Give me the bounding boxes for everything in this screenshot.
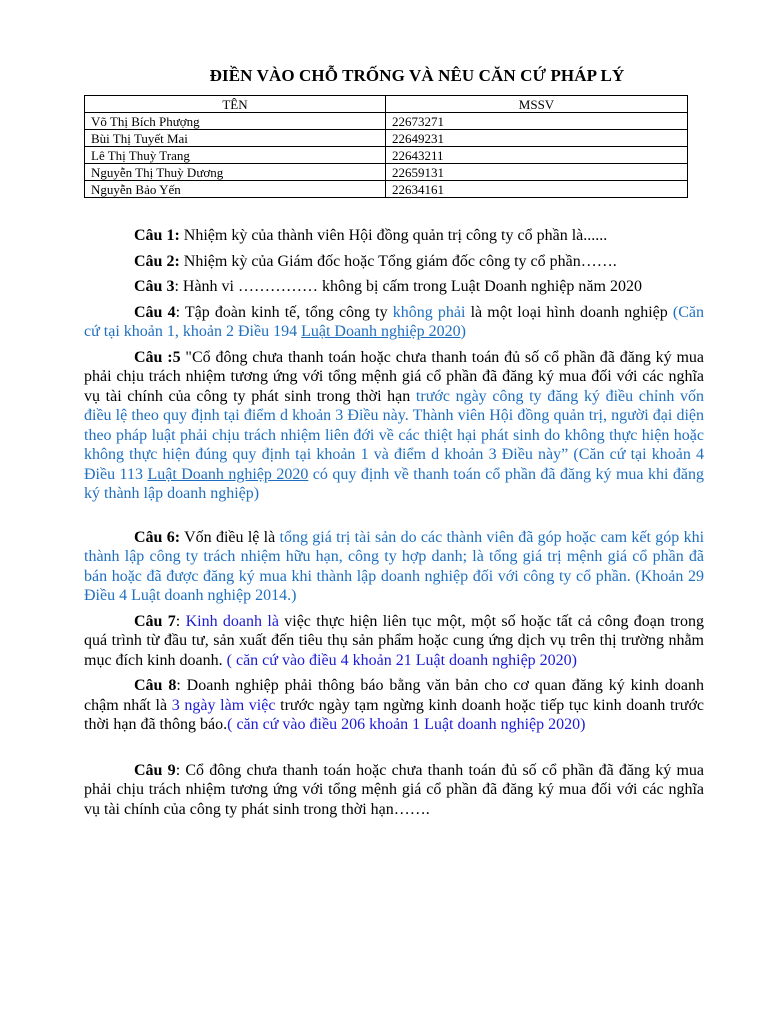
question-5 xyxy=(84,348,704,504)
question-list xyxy=(84,226,704,825)
question-7 xyxy=(84,612,704,671)
question-label: Câu 8 xyxy=(134,677,177,694)
question-label: Câu 6: xyxy=(134,528,181,546)
table-row xyxy=(85,181,688,198)
legal-reference-end: ) xyxy=(460,323,466,340)
column-header-name: TÊN xyxy=(85,96,386,113)
answer-text: Kinh doanh là xyxy=(185,612,279,630)
question-3 xyxy=(84,277,704,297)
question-text: Vốn điều lệ là xyxy=(180,528,280,546)
table-header-row xyxy=(85,96,688,113)
table-row xyxy=(85,130,688,147)
student-id: 22659131 xyxy=(386,164,688,181)
column-header-mssv: MSSV xyxy=(386,96,688,113)
legal-reference: ( căn cứ vào điều 206 khoản 1 Luật doanh nghiệp 2020) xyxy=(227,716,586,733)
question-2 xyxy=(84,252,704,272)
student-id: 22649231 xyxy=(386,130,688,147)
student-name: Lê Thị Thuỳ Trang xyxy=(85,147,386,164)
law-link[interactable]: Luật Doanh nghiệp 2020 xyxy=(147,465,309,483)
table-row xyxy=(85,164,688,181)
law-link[interactable]: Luật Doanh nghiệp 2020 xyxy=(301,323,461,340)
student-table xyxy=(84,95,688,198)
student-name: Võ Thị Bích Phượng xyxy=(85,113,386,130)
table-row xyxy=(85,147,688,164)
question-text: là một loại hình doanh nghiệp xyxy=(465,303,673,321)
student-id: 22673271 xyxy=(386,113,688,130)
student-name: Bùi Thị Tuyết Mai xyxy=(85,130,386,147)
question-text: việc thực hiện liên tục một, một số hoặc tất cả công đoạn trong quá trình từ đầu tư, sản xuất đến tiêu thụ sản phẩm hoặc cung ứng dịch vụ trên thị trường nhằm mục đích kinh doanh. xyxy=(84,612,704,669)
student-id: 22643211 xyxy=(386,147,688,164)
legal-reference: ( căn cứ vào điều 4 khoản 21 Luật doanh nghiệp 2020) xyxy=(226,651,577,669)
answer-text: trước ngày công ty đăng ký điều chỉnh vốn điều lệ theo quy định tại điểm d khoản 3 Điều này. Thành viên Hội đồng quản trị, người đại diện theo pháp luật phải chịu trách nhiệm liên đới về các thiệt hại phát sinh do không thực hiện hoặc không thực hiện đúng quy định tại khoản 1 và điểm d khoản 3 Điều này” (Căn cứ tại khoản 4 Điều 113 xyxy=(84,387,704,483)
question-4 xyxy=(84,303,704,342)
question-label: Câu 2: xyxy=(134,252,180,270)
answer-text: 3 ngày làm việc xyxy=(171,696,276,714)
question-text: : xyxy=(175,612,186,630)
table-row xyxy=(85,113,688,130)
answer-text: không phải xyxy=(392,303,466,321)
student-id: 22634161 xyxy=(386,181,688,198)
page-title: ĐIỀN VÀO CHỖ TRỐNG VÀ NÊU CĂN CỨ PHÁP LÝ xyxy=(209,66,625,85)
legal-reference-end: có quy định về thanh toán cổ phần đã đăng ký mua khi đăng ký thành lập doanh nghiệp) xyxy=(84,465,704,502)
question-label: Câu 9 xyxy=(134,761,176,779)
question-text: Nhiệm kỳ của thành viên Hội đồng quản trị công ty cổ phần là...... xyxy=(179,227,608,244)
question-text: : Tập đoàn kinh tế, tổng công ty xyxy=(175,303,393,321)
question-label: Câu 1: xyxy=(134,227,180,244)
question-label: Câu 3 xyxy=(134,278,175,295)
question-label: Câu 4 xyxy=(134,303,176,321)
question-text: : Doanh nghiệp phải thông báo bằng văn bản cho cơ quan đăng ký kinh doanh chậm nhất là xyxy=(84,677,705,714)
question-text: trước ngày tạm ngừng kinh doanh hoặc tiếp tục kinh doanh trước thời hạn đã thông báo. xyxy=(84,696,705,733)
question-8 xyxy=(84,676,704,735)
question-text: : Hành vi …………… không bị cấm trong Luật Doanh nghiệp năm 2020 xyxy=(174,278,642,295)
question-9 xyxy=(84,761,704,820)
question-label: Câu 7 xyxy=(134,612,176,630)
question-text: : Cổ đông chưa thanh toán hoặc chưa thanh toán đủ số cổ phần đã đăng ký mua phải chịu trách nhiệm tương ứng với tổng mệnh giá cổ phần đã đăng ký mua đối với các nghĩa vụ tài chính của công ty phát sinh trong thời hạn……. xyxy=(84,761,705,818)
student-name: Nguyễn Bảo Yến xyxy=(85,181,386,198)
legal-reference: (Căn cứ tại khoản 1, khoản 2 Điều 194 xyxy=(84,303,705,340)
question-1 xyxy=(84,226,704,246)
answer-text: tổng giá trị tài sản do các thành viên đã góp hoặc cam kết góp khi thành lập công ty trách nhiệm hữu hạn, công ty hợp danh; là tổng giá trị mệnh giá cổ phần đã bán hoặc đã được đăng ký mua khi thành lập doanh nghiệp đối với công ty cổ phần. (Khoản 29 Điều 4 Luật doanh nghiệp 2014.) xyxy=(84,528,705,604)
student-name: Nguyễn Thị Thuỳ Dương xyxy=(85,164,386,181)
question-label: Câu :5 xyxy=(134,348,181,366)
question-text: Nhiệm kỳ của Giám đốc hoặc Tổng giám đốc công ty cổ phần……. xyxy=(179,252,617,270)
question-6 xyxy=(84,528,704,606)
question-text: "Cổ đông chưa thanh toán hoặc chưa thanh toán đủ số cổ phần đã đăng ký mua phải chịu trách nhiệm tương ứng với tổng mệnh giá cổ phần đã đăng ký mua đối với các nghĩa vụ tài chính của công ty phát sinh trong thời hạn xyxy=(84,348,705,405)
